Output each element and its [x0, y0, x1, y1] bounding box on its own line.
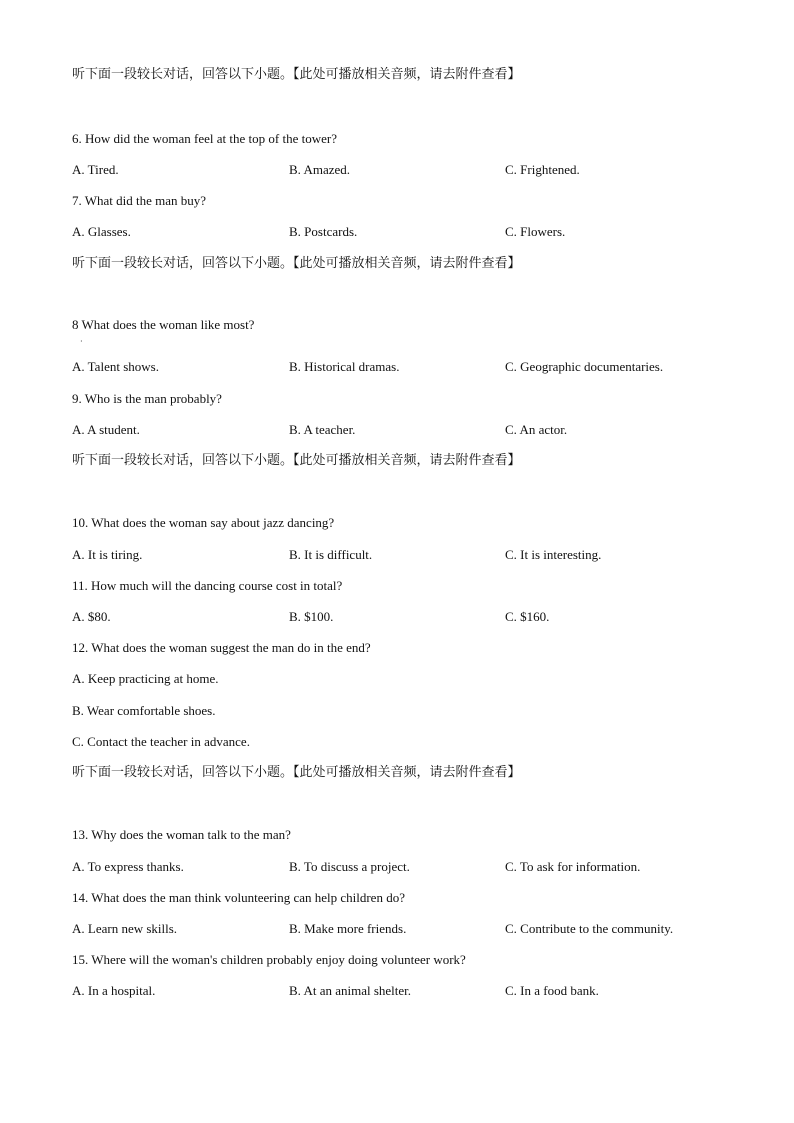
question-6-option-a: A. Tired.: [72, 162, 119, 177]
question-12-option-b: B. Wear comfortable shoes.: [72, 703, 216, 718]
question-13-option-c: C. To ask for information.: [505, 859, 641, 874]
section-instruction: 听下面一段较长对话，回答以下小题。【此处可播放相关音频，请去附件查看】: [72, 256, 521, 271]
question-8-option-c: C. Geographic documentaries.: [505, 359, 664, 374]
question-6-option-b: B. Amazed.: [289, 162, 351, 177]
question-11-option-c: C. $160.: [505, 609, 550, 624]
question-14-option-b: B. Make more friends.: [289, 921, 407, 936]
question-15-option-c: C. In a food bank.: [505, 983, 599, 998]
question-10-option-a: A. It is tiring.: [72, 547, 143, 562]
question-11-option-a: A. $80.: [72, 609, 111, 624]
question-9-option-b: B. A teacher.: [289, 422, 356, 437]
section-instruction: 听下面一段较长对话，回答以下小题。【此处可播放相关音频，请去附件查看】: [72, 453, 521, 468]
question-10-option-b: B. It is difficult.: [289, 547, 373, 562]
question-9: 9. Who is the man probably?: [72, 391, 222, 406]
question-14-option-a: A. Learn new skills.: [72, 921, 178, 936]
question-13: 13. Why does the woman talk to the man?: [72, 827, 291, 842]
question-12-option-c: C. Contact the teacher in advance.: [72, 734, 250, 749]
question-12: 12. What does the woman suggest the man do in the end?: [72, 640, 371, 655]
question-7-option-c: C. Flowers.: [505, 224, 566, 239]
question-8-option-a: A. Talent shows.: [72, 359, 159, 374]
question-7: 7. What did the man buy?: [72, 193, 207, 208]
question-15-option-b: B. At an animal shelter.: [289, 983, 412, 998]
stray-dot-mark: ·: [80, 337, 83, 346]
question-15-option-a: A. In a hospital.: [72, 983, 156, 998]
question-14: 14. What does the man think volunteering can help children do?: [72, 890, 405, 905]
question-8: 8 What does the woman like most?: [72, 317, 255, 332]
question-7-option-a: A. Glasses.: [72, 224, 131, 239]
question-14-option-c: C. Contribute to the community.: [505, 921, 674, 936]
question-9-option-c: C. An actor.: [505, 422, 568, 437]
question-15: 15. Where will the woman's children probably enjoy doing volunteer work?: [72, 952, 466, 967]
question-13-option-b: B. To discuss a project.: [289, 859, 410, 874]
question-7-option-b: B. Postcards.: [289, 224, 358, 239]
question-8-option-b: B. Historical dramas.: [289, 359, 400, 374]
section-instruction: 听下面一段较长对话，回答以下小题。【此处可播放相关音频，请去附件查看】: [72, 67, 521, 82]
question-11: 11. How much will the dancing course cost in total?: [72, 578, 343, 593]
question-9-option-a: A. A student.: [72, 422, 140, 437]
section-instruction: 听下面一段较长对话，回答以下小题。【此处可播放相关音频，请去附件查看】: [72, 765, 521, 780]
question-13-option-a: A. To express thanks.: [72, 859, 184, 874]
question-11-option-b: B. $100.: [289, 609, 334, 624]
question-6: 6. How did the woman feel at the top of the tower?: [72, 131, 337, 146]
question-6-option-c: C. Frightened.: [505, 162, 580, 177]
question-10-option-c: C. It is interesting.: [505, 547, 602, 562]
question-12-option-a: A. Keep practicing at home.: [72, 671, 219, 686]
question-10: 10. What does the woman say about jazz dancing?: [72, 515, 335, 530]
